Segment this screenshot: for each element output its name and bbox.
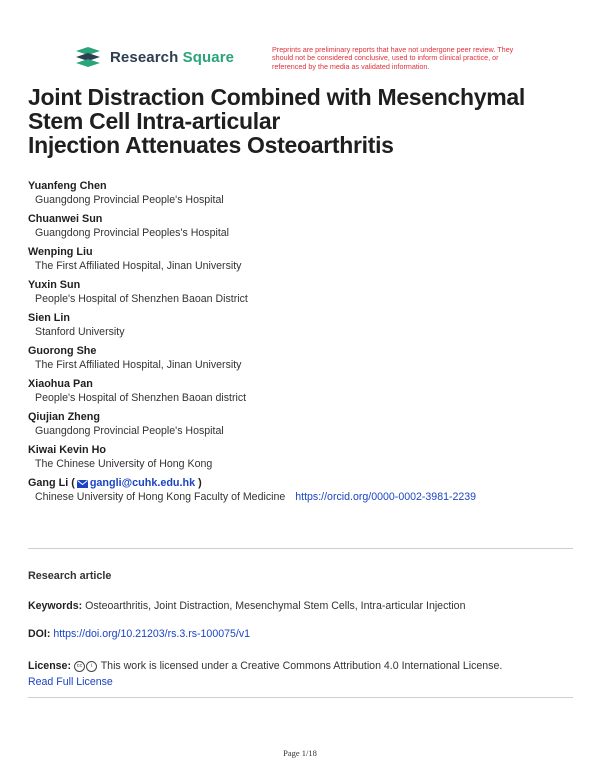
author-entry	[28, 213, 588, 244]
author-affiliation: People's Hospital of Shenzhen Baoan District	[35, 293, 248, 305]
cc-icon: cc	[74, 661, 85, 672]
keywords-value: Osteoarthritis, Joint Distraction, Mesenchymal Stem Cells, Intra-articular Injection	[85, 600, 466, 612]
author-name: Guorong She	[28, 345, 97, 357]
author-affiliation: Guangdong Provincial People's Hospital	[35, 425, 224, 437]
author-entry	[28, 312, 588, 343]
doi-label: DOI:	[28, 628, 51, 640]
author-entry	[28, 378, 588, 409]
author-name: Xiaohua Pan	[28, 378, 93, 390]
paper-title	[28, 85, 568, 157]
title-line: Injection Attenuates Osteoarthritis	[28, 132, 394, 158]
license-label: License:	[28, 660, 71, 672]
author-affiliation: The First Affiliated Hospital, Jinan University	[35, 359, 242, 371]
author-name: Yuanfeng Chen	[28, 180, 107, 192]
author-name: Chuanwei Sun	[28, 213, 103, 225]
open-paren: (	[71, 477, 75, 489]
divider	[28, 697, 573, 698]
corresponding-author	[28, 477, 588, 508]
author-affiliation: Stanford University	[35, 326, 125, 338]
close-paren: )	[198, 477, 202, 489]
keywords-row	[28, 600, 465, 612]
author-affiliation: The Chinese University of Hong Kong	[35, 458, 213, 470]
author-affiliation: People's Hospital of Shenzhen Baoan district	[35, 392, 247, 404]
author-entry	[28, 246, 588, 277]
logo-text-main: Research	[110, 48, 179, 66]
orcid-link[interactable]: https://orcid.org/0000-0002-3981-2239	[295, 491, 477, 503]
author-name: Yuxin Sun	[28, 279, 81, 291]
corresponding-author-name-row	[28, 477, 588, 490]
page-number: Page 1/18	[283, 748, 317, 758]
author-entry	[28, 345, 588, 376]
mail-icon	[77, 480, 88, 488]
author-entry	[28, 444, 588, 475]
author-name: Kiwai Kevin Ho	[28, 444, 106, 456]
doi-row	[28, 628, 250, 640]
email-link[interactable]: gangli@cuhk.edu.hk	[89, 477, 196, 489]
keywords-label: Keywords:	[28, 600, 83, 612]
logo-text-accent: Square	[182, 48, 235, 66]
author-name: Wenping Liu	[28, 246, 93, 258]
research-square-logo-icon	[74, 46, 104, 68]
author-affiliation: Guangdong Provincial People's Hospital	[35, 194, 224, 206]
license-row	[28, 658, 502, 690]
author-entry	[28, 279, 588, 310]
author-entry	[28, 411, 588, 442]
research-square-logo[interactable]	[74, 46, 234, 68]
author-list	[28, 180, 588, 510]
author-name: Sien Lin	[28, 312, 70, 324]
title-line: Stem Cell Intra-articular	[28, 108, 280, 134]
license-text: This work is licensed under a Creative Commons Attribution 4.0 International License.	[100, 660, 503, 672]
attribution-icon: i	[86, 661, 97, 672]
corresponding-affiliation-row	[28, 490, 588, 508]
author-entry	[28, 180, 588, 211]
author-affiliation: Guangdong Provincial Peoples's Hospital	[35, 227, 230, 239]
author-affiliation: The First Affiliated Hospital, Jinan University	[35, 260, 242, 272]
logo-text	[110, 49, 234, 66]
author-name: Gang Li	[28, 477, 69, 489]
article-type: Research article	[28, 570, 112, 582]
title-line: Joint Distraction Combined with Mesenchymal	[28, 84, 526, 110]
author-name: Qiujian Zheng	[28, 411, 100, 423]
divider	[28, 548, 573, 549]
doi-link[interactable]: https://doi.org/10.21203/rs.3.rs-100075/v1	[53, 628, 251, 640]
preprint-disclaimer: Preprints are preliminary reports that have not undergone peer review. They should not be considered conclusive, used to inform clinical practice, or referenced by the media as validated information.	[272, 45, 514, 71]
read-full-license-link[interactable]: Read Full License	[28, 676, 113, 688]
author-affiliation: Chinese University of Hong Kong Faculty of Medicine	[35, 491, 286, 503]
